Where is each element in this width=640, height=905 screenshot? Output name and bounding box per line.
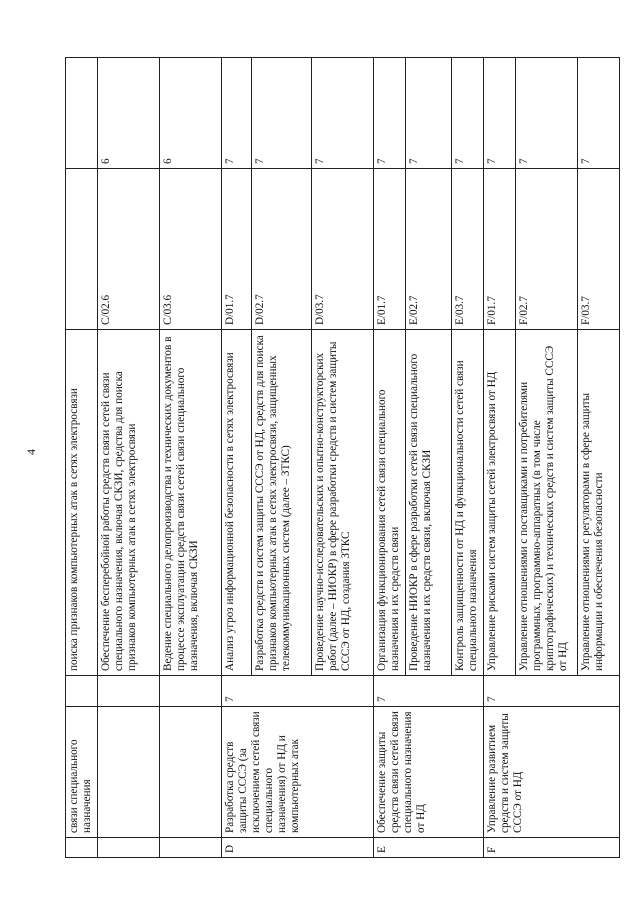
- function-name-cell: Управление отношениями с регуляторами в сфере защиты информации и обеспечения безопасности: [578, 330, 620, 676]
- gtf-name-cell: Управление развитием средств и систем защиты СССЭ от НД: [484, 707, 620, 838]
- gtf-level-cell: 7: [484, 676, 620, 707]
- function-name-cell: Проведение НИОКР в сфере разработки сетей связи специального назначения и их средств связи, включая СКЗИ: [406, 330, 452, 676]
- function-level-cell: 7: [452, 58, 484, 169]
- function-level-cell: 7: [406, 58, 452, 169]
- function-name-cell: Обеспечение бесперебойной работы средств связи сетей связи специального назначения, включая СКЗИ, средства для поиска признаков компьютерных атак в сетях электросвязи: [98, 330, 160, 676]
- gtf-name-cell: Разработка средств защиты СССЭ (за исключением сетей связи специального назначения) от НД и компьютерных атак: [222, 707, 374, 838]
- function-code-cell: C/03.6: [160, 169, 222, 330]
- function-name-cell: Управление рисками систем защиты сетей электросвязи от НД: [484, 330, 516, 676]
- function-name-cell: Анализ угроз информационной безопасности в сетях электросвязи: [222, 330, 252, 676]
- function-level-cell: 7: [312, 58, 374, 169]
- function-code-cell: D/01.7: [222, 169, 252, 330]
- function-level-cell: 6: [160, 58, 222, 169]
- gtf-code-cell: F: [484, 838, 620, 858]
- gtf-name-cell: связи специального назначения: [66, 707, 98, 838]
- function-code-cell: [66, 169, 98, 330]
- gtf-level-cell: 7: [222, 676, 374, 707]
- function-name-cell: Проведение научно-исследовательских и опытно-конструкторских работ (далее – НИОКР) в сфере разработки средств и систем защиты СССЭ от НД, создания ЗТКС: [312, 330, 374, 676]
- gtf-code-cell: D: [222, 838, 374, 858]
- gtf-level-cell: [98, 676, 160, 707]
- function-code-cell: D/03.7: [312, 169, 374, 330]
- gtf-code-cell: [66, 838, 98, 858]
- table-row: [66, 58, 98, 858]
- table-row: [374, 58, 406, 858]
- function-name-cell: Организация функционирования сетей связи специального назначения и их средств связи: [374, 330, 406, 676]
- function-code-cell: E/02.7: [406, 169, 452, 330]
- function-name-cell: Ведение специального делопроизводства и технических документов в процессе эксплуатации средств связи сетей связи специального назначения, включая СКЗИ: [160, 330, 222, 676]
- function-code-cell: F/03.7: [578, 169, 620, 330]
- function-code-cell: E/03.7: [452, 169, 484, 330]
- function-level-cell: 7: [222, 58, 252, 169]
- gtf-name-cell: Обеспечение защиты средств связи сетей связи специального назначения от НД: [374, 707, 484, 838]
- gtf-code-cell: [160, 838, 222, 858]
- function-code-cell: C/02.6: [98, 169, 160, 330]
- gtf-level-cell: 7: [374, 676, 484, 707]
- function-code-cell: F/02.7: [516, 169, 578, 330]
- function-code-cell: F/01.7: [484, 169, 516, 330]
- function-level-cell: 7: [578, 58, 620, 169]
- function-name-cell: Контроль защищенности от НД и функциональности сетей связи специального назначения: [452, 330, 484, 676]
- function-name-cell: поиска признаков компьютерных атак в сетях электросвязи: [66, 330, 98, 676]
- table-row: [484, 58, 516, 858]
- table-row: [222, 58, 252, 858]
- function-level-cell: [66, 58, 98, 169]
- function-level-cell: 6: [98, 58, 160, 169]
- table-row: [160, 58, 222, 858]
- page-number: 4: [24, 449, 38, 455]
- function-code-cell: E/01.7: [374, 169, 406, 330]
- function-level-cell: 7: [516, 58, 578, 169]
- gtf-name-cell: [98, 707, 160, 838]
- function-name-cell: Управление отношениями с поставщиками и потребителями программных, программно-аппаратных (в том числе криптографических) и технических средств и систем защиты СССЭ от НД: [516, 330, 578, 676]
- gtf-code-cell: [98, 838, 160, 858]
- competency-table: [65, 58, 620, 858]
- table-row: [98, 58, 160, 858]
- gtf-level-cell: [160, 676, 222, 707]
- function-name-cell: Разработка средств и систем защиты СССЭ от НД, средств для поиска признаков компьютерных атак в сетях электросвязи, защищенных телекоммуникационных систем (далее – ЗТКС): [252, 330, 312, 676]
- function-level-cell: 7: [484, 58, 516, 169]
- gtf-level-cell: [66, 676, 98, 707]
- function-code-cell: D/02.7: [252, 169, 312, 330]
- gtf-code-cell: E: [374, 838, 484, 858]
- function-level-cell: 7: [252, 58, 312, 169]
- function-level-cell: 7: [374, 58, 406, 169]
- gtf-name-cell: [160, 707, 222, 838]
